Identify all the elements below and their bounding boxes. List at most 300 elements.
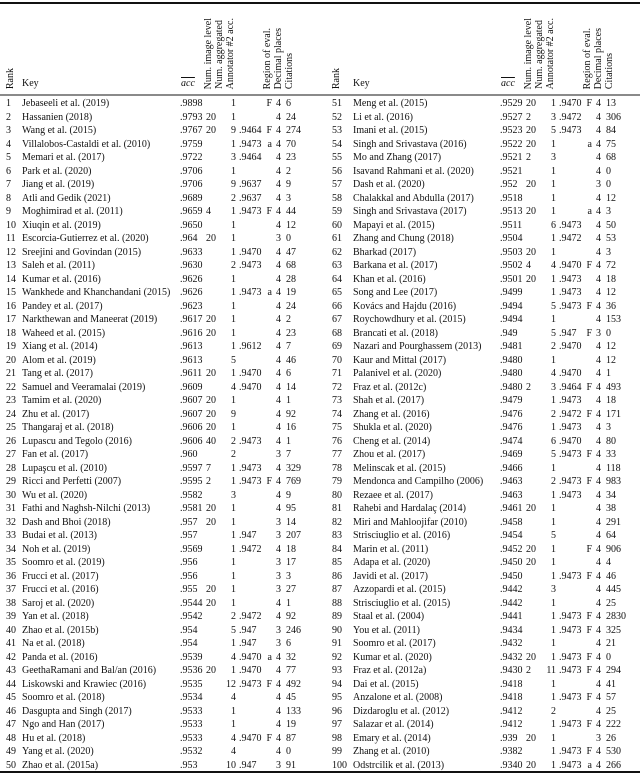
table-row: [0, 327, 320, 341]
cell-rank: 97: [332, 719, 342, 730]
cell-rank: 58: [332, 192, 342, 204]
cell-key: Escorcia-Gutierrez et al. (2020): [22, 233, 149, 244]
cell-key: Saleh et al. (2011): [22, 260, 95, 271]
cell-num-aggregated: 5: [231, 624, 236, 636]
cell-rank: 71: [332, 368, 342, 379]
cell-decimal-places: 4: [596, 489, 601, 501]
cell-citations: 18: [286, 543, 296, 555]
cell-rank: 20: [6, 354, 16, 366]
cell-num-aggregated: 1: [551, 246, 556, 258]
cell-decimal-places: 4: [596, 557, 601, 568]
cell-acc: .9582: [180, 489, 203, 501]
cell-key: Saroj et al. (2020): [22, 597, 95, 609]
cell-citations: 46: [606, 570, 616, 582]
cell-acc: .9480: [500, 354, 523, 366]
cell-key: Cheng et al. (2014): [353, 435, 431, 447]
cell-rank: 28: [6, 462, 16, 474]
cell-citations: 47: [286, 246, 296, 258]
cell-acc: .9535: [180, 678, 203, 690]
cell-acc: .9613: [180, 341, 203, 352]
cell-decimal-places: 4: [596, 597, 601, 609]
cell-decimal-places: 4: [276, 422, 281, 433]
cell-rank: 25: [6, 422, 16, 433]
cell-acc: .9523: [500, 125, 523, 136]
cell-key: Nazari and Pourghassem (2013): [353, 341, 482, 352]
table-row: [0, 205, 320, 219]
table-row: [0, 759, 320, 773]
table-row: [320, 489, 640, 503]
cell-num-image-level: 20: [206, 503, 216, 514]
cell-num-aggregated: 1: [231, 219, 236, 231]
cell-num-image-level: 20: [206, 422, 216, 433]
cell-rank: 35: [6, 557, 16, 568]
cell-citations: 222: [606, 719, 621, 730]
cell-key: Hu et al. (2018): [22, 732, 86, 744]
cell-num-image-level: 20: [526, 125, 536, 136]
cell-decimal-places: 3: [276, 584, 281, 595]
header-key: Key: [353, 78, 370, 89]
cell-annotator2-acc: .9473: [239, 260, 262, 271]
cell-acc: .9630: [180, 260, 203, 271]
cell-acc: .9412: [500, 705, 523, 717]
cell-acc: .9527: [500, 111, 523, 123]
cell-annotator2-acc: .9472: [559, 233, 582, 244]
cell-acc: .9532: [180, 746, 203, 757]
table-row: [320, 124, 640, 138]
table-row: [320, 583, 640, 597]
table-row: [320, 678, 640, 692]
cell-num-aggregated: 1: [551, 192, 556, 204]
cell-key: Miri and Mahloojifar (2010): [353, 516, 468, 528]
cell-citations: 1: [286, 597, 291, 609]
cell-acc: .9474: [500, 435, 523, 447]
cell-num-aggregated: 1: [231, 206, 236, 217]
cell-num-aggregated: 1: [551, 746, 556, 757]
cell-key: Atli and Gedik (2021): [22, 192, 111, 204]
cell-acc: .9581: [180, 503, 203, 514]
cell-num-image-level: 4: [206, 206, 211, 217]
cell-num-aggregated: 1: [551, 719, 556, 730]
cell-key: Waheed et al. (2015): [22, 327, 106, 339]
table-row: [0, 367, 320, 381]
cell-decimal-places: 4: [596, 273, 601, 285]
cell-key: Xiuqin et al. (2019): [22, 219, 101, 231]
cell-acc: .9595: [180, 476, 203, 487]
header-citations: Citations: [284, 52, 295, 89]
cell-num-aggregated: 3: [551, 152, 556, 163]
cell-citations: 95: [286, 503, 296, 514]
cell-key: Yang et al. (2020): [22, 746, 94, 757]
cell-decimal-places: 3: [276, 570, 281, 582]
cell-decimal-places: 4: [276, 260, 281, 271]
cell-decimal-places: 4: [276, 543, 281, 555]
table-row: [0, 219, 320, 233]
cell-key: Mendonca and Campilho (2006): [353, 476, 484, 487]
table-row: [0, 192, 320, 206]
cell-key: Narkthewan and Maneerat (2019): [22, 314, 158, 325]
table-row: [320, 759, 640, 773]
cell-key: Wu et al. (2020): [22, 489, 88, 501]
table-row: [0, 745, 320, 759]
cell-annotator2-acc: .9473: [559, 570, 582, 582]
cell-acc: .9463: [500, 476, 523, 487]
table-row: [0, 178, 320, 192]
header-region: Region of eval.: [582, 27, 593, 89]
cell-decimal-places: 4: [596, 368, 601, 379]
cell-rank: 66: [332, 300, 342, 312]
cell-num-aggregated: 1: [551, 692, 556, 703]
cell-key: Rezaee et al. (2017): [353, 489, 433, 501]
cell-rank: 50: [6, 759, 16, 771]
cell-citations: 171: [606, 408, 621, 420]
cell-acc: .9481: [500, 341, 523, 352]
cell-acc: .9607: [180, 395, 203, 406]
header-rank: Rank: [331, 67, 342, 89]
cell-num-aggregated: 1: [231, 543, 236, 555]
cell-citations: 92: [286, 408, 296, 420]
cell-citations: 18: [606, 395, 616, 406]
cell-decimal-places: 4: [596, 570, 601, 582]
table-row: [320, 637, 640, 651]
cell-rank: 93: [332, 665, 342, 676]
cell-citations: 246: [286, 624, 301, 636]
cell-citations: 6: [286, 638, 291, 649]
cell-acc: .9542: [180, 611, 203, 622]
cell-region: F: [586, 611, 592, 622]
cell-citations: 306: [606, 111, 621, 123]
cell-num-image-level: 20: [526, 246, 536, 258]
cell-acc: .9476: [500, 422, 523, 433]
cell-rank: 45: [6, 692, 16, 703]
table-row: [0, 313, 320, 327]
cell-rank: 69: [332, 341, 342, 352]
cell-decimal-places: 4: [596, 651, 601, 663]
cell-num-image-level: 20: [526, 179, 536, 190]
cell-acc: .955: [180, 584, 198, 595]
cell-rank: 75: [332, 422, 342, 433]
cell-key: Park et al. (2020): [22, 165, 92, 177]
cell-num-aggregated: 5: [231, 354, 236, 366]
table-row: [320, 597, 640, 611]
cell-annotator2-acc: .9473: [239, 287, 262, 298]
cell-key: Frucci et al. (2016): [22, 584, 99, 595]
cell-rank: 33: [6, 530, 16, 541]
cell-key: Palanivel et al. (2020): [353, 368, 442, 379]
cell-acc: .9521: [500, 152, 523, 163]
cell-citations: 325: [606, 624, 621, 636]
cell-key: Thangaraj et al. (2018): [22, 422, 114, 433]
cell-num-aggregated: 2: [231, 449, 236, 460]
cell-rank: 73: [332, 395, 342, 406]
cell-annotator2-acc: .9472: [239, 611, 262, 622]
cell-key: Dizdaroglu et al. (2012): [353, 705, 450, 717]
cell-decimal-places: 4: [596, 395, 601, 406]
cell-citations: 3: [606, 246, 611, 258]
table-row: [0, 502, 320, 516]
cell-acc: .9450: [500, 570, 523, 582]
cell-decimal-places: 4: [276, 138, 281, 150]
cell-citations: 21: [606, 638, 616, 649]
cell-acc: .964: [180, 233, 198, 244]
cell-acc: .9706: [180, 179, 203, 190]
cell-decimal-places: 3: [596, 732, 601, 744]
cell-key: Dasgupta and Singh (2017): [22, 705, 132, 717]
cell-acc: .957: [180, 516, 198, 528]
cell-acc: .960: [180, 449, 198, 460]
table-row: [0, 651, 320, 665]
cell-num-aggregated: 4: [231, 381, 236, 393]
cell-acc: .9521: [500, 165, 523, 177]
cell-num-aggregated: 1: [231, 422, 236, 433]
cell-key: Frucci et al. (2017): [22, 570, 99, 582]
cell-key: Marin et al. (2011): [353, 543, 429, 555]
table-row: [320, 664, 640, 678]
cell-rank: 19: [6, 341, 16, 352]
cell-num-image-level: 20: [526, 651, 536, 663]
cell-rank: 87: [332, 584, 342, 595]
cell-decimal-places: 3: [276, 233, 281, 244]
table-row: [0, 583, 320, 597]
table-row: [320, 97, 640, 111]
cell-decimal-places: 4: [596, 759, 601, 771]
cell-acc: .954: [180, 624, 198, 636]
cell-citations: 92: [286, 611, 296, 622]
cell-num-image-level: 20: [526, 138, 536, 150]
cell-num-aggregated: 1: [551, 354, 556, 366]
table-row: [0, 408, 320, 422]
cell-key: Panda et al. (2016): [22, 651, 98, 663]
cell-key: Kumar et al. (2020): [353, 651, 432, 663]
cell-region: F: [586, 665, 592, 676]
cell-annotator2-acc: .9473: [559, 651, 582, 663]
cell-decimal-places: 4: [596, 381, 601, 393]
cell-acc: .9458: [500, 516, 523, 528]
cell-num-aggregated: 10: [226, 759, 236, 771]
cell-annotator2-acc: .9473: [559, 489, 582, 501]
cell-rank: 5: [6, 152, 11, 163]
cell-rank: 62: [332, 246, 342, 258]
cell-rank: 3: [6, 125, 11, 136]
cell-num-aggregated: 1: [551, 624, 556, 636]
cell-num-aggregated: 2: [231, 611, 236, 622]
cell-citations: 118: [606, 462, 621, 474]
cell-citations: 72: [606, 260, 616, 271]
cell-num-aggregated: 12: [226, 678, 236, 690]
cell-num-aggregated: 1: [551, 395, 556, 406]
cell-annotator2-acc: .9464: [239, 152, 262, 163]
cell-region: F: [266, 98, 272, 109]
table-row: [0, 97, 320, 111]
cell-annotator2-acc: .947: [239, 638, 257, 649]
cell-key: Xiang et al. (2014): [22, 341, 98, 352]
cell-acc: .9504: [500, 233, 523, 244]
cell-citations: 25: [606, 705, 616, 717]
cell-annotator2-acc: .9473: [559, 665, 582, 676]
cell-num-aggregated: 5: [551, 530, 556, 541]
cell-decimal-places: 3: [596, 179, 601, 190]
cell-num-aggregated: 1: [551, 314, 556, 325]
cell-key: Salazar et al. (2014): [353, 719, 434, 730]
cell-annotator2-acc: .9470: [239, 732, 262, 744]
cell-acc: .9569: [180, 543, 203, 555]
table-row: [0, 705, 320, 719]
table-row: [320, 732, 640, 746]
cell-acc: .9518: [500, 192, 523, 204]
cell-decimal-places: 3: [596, 327, 601, 339]
cell-key: Brancati et al. (2018): [353, 327, 438, 339]
cell-decimal-places: 3: [276, 624, 281, 636]
cell-num-image-level: 2: [526, 152, 531, 163]
cell-acc: .9513: [500, 206, 523, 217]
cell-acc: .9501: [500, 273, 523, 285]
cell-num-aggregated: 1: [551, 273, 556, 285]
cell-decimal-places: 4: [596, 476, 601, 487]
cell-citations: 25: [606, 597, 616, 609]
cell-decimal-places: 4: [276, 665, 281, 676]
table-row: [0, 138, 320, 152]
cell-decimal-places: 4: [276, 678, 281, 690]
cell-key: Soomro et al. (2019): [22, 557, 105, 568]
cell-acc: .957: [180, 530, 198, 541]
cell-num-image-level: 20: [526, 759, 536, 771]
cell-key: Zhao et al. (2015a): [22, 759, 99, 771]
table-row: [0, 610, 320, 624]
cell-key: Roychowdhury et al. (2015): [353, 314, 466, 325]
cell-citations: 7: [286, 341, 291, 352]
cell-region: F: [586, 543, 592, 555]
cell-num-aggregated: 4: [231, 746, 236, 757]
cell-citations: 24: [286, 300, 296, 312]
cell-num-aggregated: 1: [551, 489, 556, 501]
cell-acc: .9611: [180, 368, 203, 379]
cell-num-image-level: 20: [206, 327, 216, 339]
cell-rank: 37: [6, 584, 16, 595]
cell-annotator2-acc: .9473: [239, 206, 262, 217]
cell-num-aggregated: 1: [231, 584, 236, 595]
cell-rank: 32: [6, 516, 16, 528]
cell-annotator2-acc: .9473: [559, 719, 582, 730]
table-row: [320, 205, 640, 219]
cell-num-aggregated: 1: [551, 179, 556, 190]
cell-decimal-places: 4: [276, 327, 281, 339]
table-row: [320, 448, 640, 462]
cell-decimal-places: 4: [596, 746, 601, 757]
cell-rank: 38: [6, 597, 16, 609]
cell-annotator2-acc: .9464: [239, 125, 262, 136]
cell-region: F: [586, 381, 592, 393]
cell-rank: 68: [332, 327, 342, 339]
cell-num-image-level: 20: [206, 516, 216, 528]
cell-citations: 12: [606, 192, 616, 204]
cell-annotator2-acc: .947: [239, 759, 257, 771]
cell-acc: .954: [180, 638, 198, 649]
table-row: [320, 286, 640, 300]
cell-decimal-places: 4: [596, 530, 601, 541]
table-row: [0, 489, 320, 503]
cell-num-aggregated: 11: [546, 665, 556, 676]
cell-citations: 24: [286, 111, 296, 123]
cell-key: Singh and Srivastava (2016): [353, 138, 467, 150]
header-annotator2: Annotator #2 acc.: [545, 17, 556, 89]
cell-decimal-places: 4: [596, 516, 601, 528]
cell-acc: .9529: [500, 98, 523, 109]
cell-rank: 53: [332, 125, 342, 136]
cell-acc: .9503: [500, 246, 523, 258]
cell-num-aggregated: 1: [551, 462, 556, 474]
cell-rank: 11: [6, 233, 16, 244]
cell-decimal-places: 4: [596, 584, 601, 595]
cell-decimal-places: 4: [276, 705, 281, 717]
cell-rank: 83: [332, 530, 342, 541]
cell-region: F: [586, 719, 592, 730]
cell-rank: 55: [332, 152, 342, 163]
cell-region: a: [587, 138, 592, 150]
cell-region: a: [587, 206, 592, 217]
cell-acc: .9522: [500, 138, 523, 150]
cell-decimal-places: 4: [596, 678, 601, 690]
cell-citations: 1: [606, 368, 611, 379]
cell-citations: 91: [286, 759, 296, 771]
cell-rank: 36: [6, 570, 16, 582]
cell-region: F: [586, 692, 592, 703]
cell-acc: .9494: [500, 300, 523, 312]
cell-citations: 1: [286, 435, 291, 447]
cell-num-image-level: 20: [206, 368, 216, 379]
cell-decimal-places: 4: [276, 246, 281, 258]
cell-rank: 49: [6, 746, 16, 757]
header-num-image-level: Num. image level: [203, 17, 214, 89]
cell-acc: .9536: [180, 665, 203, 676]
cell-citations: 23: [286, 152, 296, 163]
cell-region: F: [586, 624, 592, 636]
cell-region: a: [267, 138, 272, 150]
cell-decimal-places: 4: [276, 273, 281, 285]
cell-key: Yan et al. (2018): [22, 611, 89, 622]
table-row: [320, 219, 640, 233]
cell-num-aggregated: 3: [231, 152, 236, 163]
cell-acc: .9418: [500, 678, 523, 690]
cell-rank: 4: [6, 138, 11, 150]
cell-acc: .9454: [500, 530, 523, 541]
cell-annotator2-acc: .947: [239, 530, 257, 541]
cell-citations: 266: [606, 759, 621, 771]
cell-annotator2-acc: .9470: [559, 98, 582, 109]
cell-rank: 9: [6, 206, 11, 217]
cell-num-aggregated: 1: [551, 287, 556, 298]
cell-num-image-level: 20: [206, 125, 216, 136]
cell-key: Ngo and Han (2017): [22, 719, 105, 730]
cell-region: F: [586, 476, 592, 487]
cell-decimal-places: 4: [596, 314, 601, 325]
cell-acc: .9502: [500, 260, 523, 271]
cell-citations: 2830: [606, 611, 626, 622]
cell-decimal-places: 4: [276, 381, 281, 393]
cell-rank: 40: [6, 624, 16, 636]
cell-citations: 80: [606, 435, 616, 447]
cell-key: Zhao et al. (2015b): [22, 624, 99, 636]
cell-key: Ricci and Perfetti (2007): [22, 476, 122, 487]
table-row: [0, 421, 320, 435]
cell-decimal-places: 4: [596, 246, 601, 258]
cell-num-image-level: 20: [206, 395, 216, 406]
cell-decimal-places: 4: [596, 692, 601, 703]
table-row: [320, 529, 640, 543]
cell-num-aggregated: 1: [231, 665, 236, 676]
cell-decimal-places: 4: [276, 192, 281, 204]
cell-num-aggregated: 1: [231, 719, 236, 730]
cell-acc: .9609: [180, 381, 203, 393]
cell-key: Imani et al. (2015): [353, 125, 428, 136]
